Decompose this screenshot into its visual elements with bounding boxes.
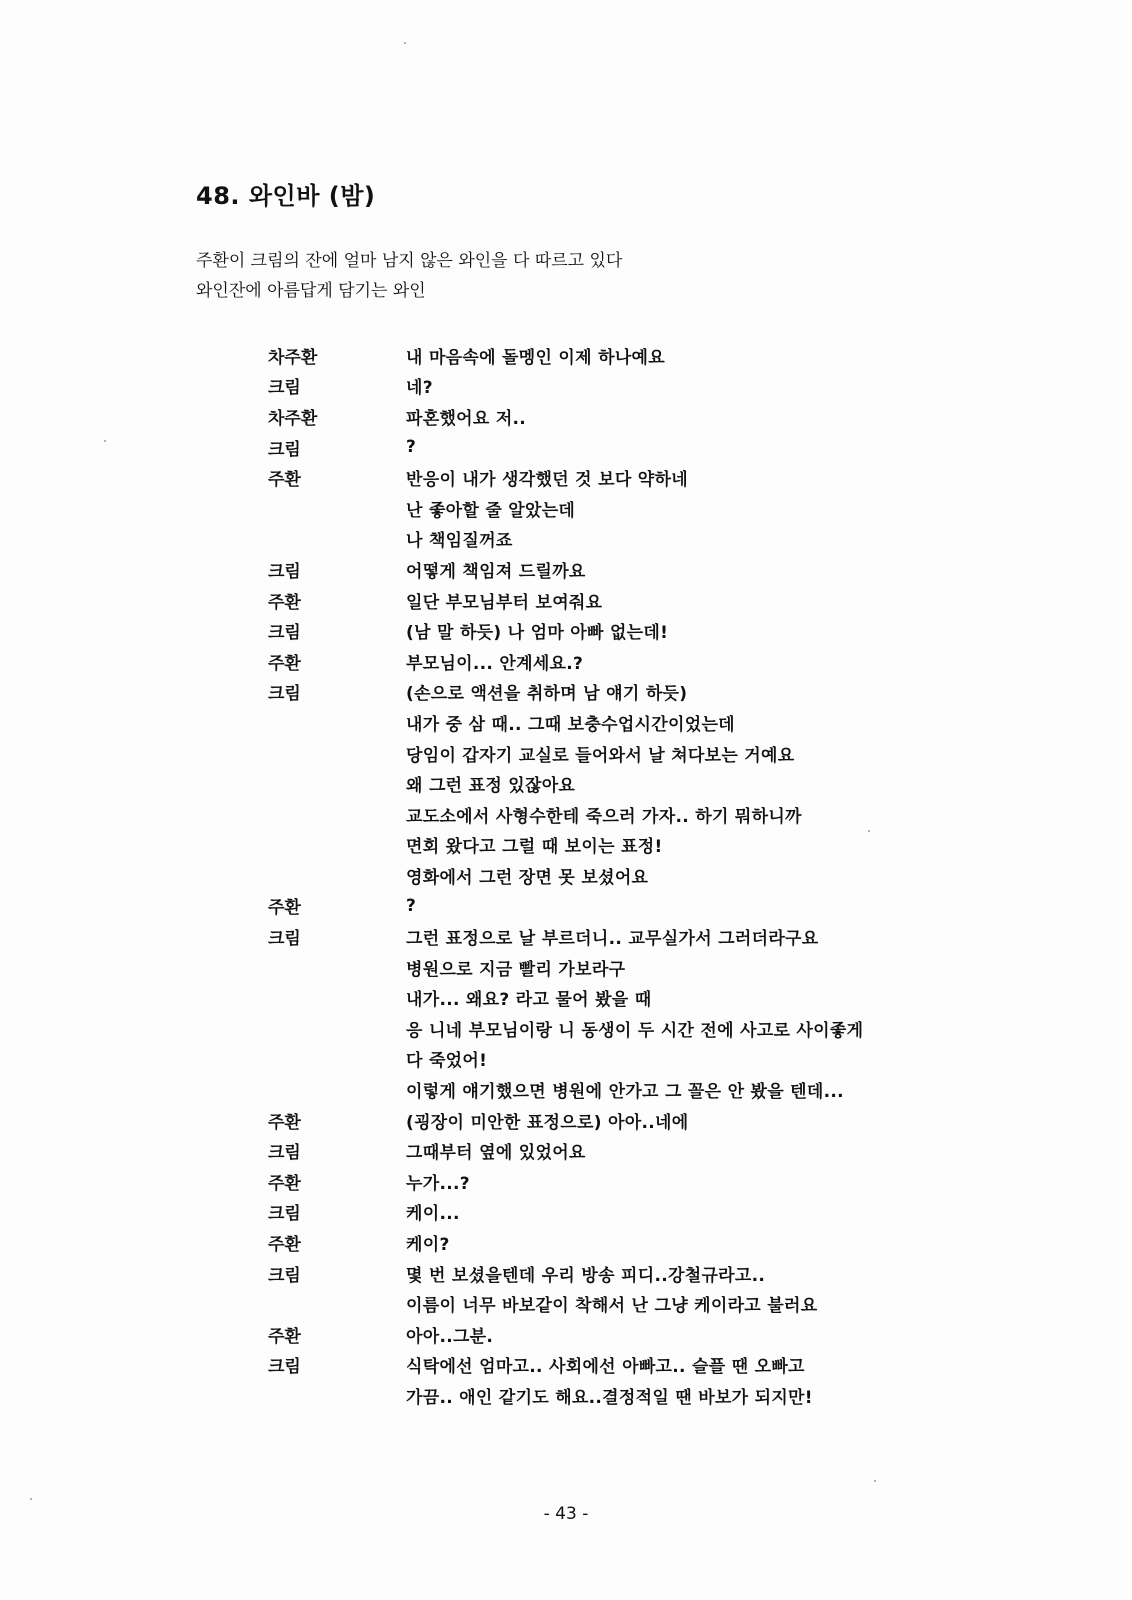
dialogue-text: 이렇게 얘기했으면 병원에 안가고 그 꼴은 안 봤을 텐데... — [406, 1082, 844, 1103]
dialogue-text: 아아..그분. — [406, 1326, 494, 1347]
dialogue-text: 당임이 갑자기 교실로 들어와서 날 쳐다보는 거예요 — [406, 745, 795, 766]
speaker-name: 크림 — [268, 1204, 301, 1225]
dialogue-line — [268, 677, 968, 708]
speaker-name: 주환 — [268, 898, 301, 919]
dialogue-text: 내 마음속에 돌멩인 이제 하나예요 — [406, 347, 665, 368]
dialogue-text: ? — [406, 437, 417, 458]
dialogue-line — [268, 1105, 968, 1136]
dialogue-line — [268, 921, 968, 952]
speaker-name: 차주환 — [268, 347, 318, 368]
dialogue-line — [268, 1044, 968, 1075]
dialogue-text: 그런 표정으로 날 부르더니.. 교무실가서 그러더라구요 — [406, 929, 819, 950]
dialogue-text: 일단 부모님부터 보여줘요 — [406, 592, 603, 613]
dialogue-line — [268, 799, 968, 830]
speaker-name: 주환 — [268, 653, 301, 674]
dialogue-text: 교도소에서 사형수한테 죽으러 가자.. 하기 뭐하니까 — [406, 806, 802, 827]
dialogue-text: 식탁에선 엄마고.. 사회에선 아빠고.. 슬플 땐 오빠고 — [406, 1357, 805, 1378]
dialogue-line — [268, 982, 968, 1013]
dialogue-line — [268, 860, 968, 891]
dialogue-line — [268, 1197, 968, 1228]
dialogue-line — [268, 340, 968, 371]
dialogue-text: 반응이 내가 생각했던 것 보다 약하네 — [406, 470, 688, 491]
dialogue-line — [268, 1013, 968, 1044]
dialogue-line — [268, 585, 968, 616]
dialogue-line — [268, 1135, 968, 1166]
speaker-name: 크림 — [268, 1143, 301, 1164]
dialogue-text: 나 책임질꺼죠 — [406, 531, 513, 552]
speaker-name: 주환 — [268, 592, 301, 613]
dialogue-line — [268, 738, 968, 769]
dialogue-text: 응 니네 부모님이랑 니 동생이 두 시간 전에 사고로 사이좋게 — [406, 1020, 864, 1041]
dialogue-line — [268, 1227, 968, 1258]
dialogue-line — [268, 554, 968, 585]
dialogue-line — [268, 1380, 968, 1411]
dialogue-text: 케이? — [406, 1235, 450, 1256]
dialogue-line — [268, 1074, 968, 1105]
dialogue-line — [268, 1350, 968, 1381]
speaker-name: 차주환 — [268, 408, 318, 429]
dialogue-text: 내가... 왜요? 라고 물어 봤을 때 — [406, 990, 652, 1011]
dialogue-text: (손으로 액션을 취하며 남 얘기 하듯) — [406, 684, 688, 705]
dialogue-text: 영화에서 그런 장면 못 보셨어요 — [406, 867, 649, 888]
dialogue-line — [268, 891, 968, 922]
dialogue-line — [268, 768, 968, 799]
dialogue-text: 케이... — [406, 1204, 460, 1225]
speaker-name: 주환 — [268, 1326, 301, 1347]
speaker-name: 크림 — [268, 623, 301, 644]
scan-speck — [404, 42, 406, 44]
speaker-name: 크림 — [268, 561, 301, 582]
scene-heading: 48. 와인바 (밤) — [196, 182, 376, 210]
dialogue-text: 다 죽었어! — [406, 1051, 488, 1072]
speaker-name: 크림 — [268, 1357, 301, 1378]
speaker-name: 크림 — [268, 378, 301, 399]
dialogue-line — [268, 1319, 968, 1350]
dialogue-block — [268, 340, 968, 1411]
dialogue-text: 그때부터 옆에 있었어요 — [406, 1143, 586, 1164]
dialogue-line — [268, 830, 968, 861]
dialogue-line — [268, 401, 968, 432]
speaker-name: 크림 — [268, 929, 301, 950]
dialogue-text: 몇 번 보셨을텐데 우리 방송 피디..강철규라고.. — [406, 1265, 766, 1286]
dialogue-line — [268, 952, 968, 983]
speaker-name: 크림 — [268, 1265, 301, 1286]
page-number: - 43 - — [543, 1504, 589, 1524]
dialogue-line — [268, 493, 968, 524]
scan-speck — [104, 440, 106, 442]
dialogue-line — [268, 432, 968, 463]
dialogue-line — [268, 615, 968, 646]
dialogue-line — [268, 524, 968, 555]
speaker-name: 주환 — [268, 1112, 301, 1133]
dialogue-text: 병원으로 지금 빨리 가보라구 — [406, 959, 626, 980]
speaker-name: 주환 — [268, 1235, 301, 1256]
speaker-name: 주환 — [268, 470, 301, 491]
dialogue-text: 어떻게 책임져 드릴까요 — [406, 561, 586, 582]
dialogue-line — [268, 1258, 968, 1289]
dialogue-line — [268, 707, 968, 738]
dialogue-line — [268, 1288, 968, 1319]
dialogue-line — [268, 646, 968, 677]
dialogue-text: 부모님이... 안계세요.? — [406, 653, 584, 674]
speaker-name: 주환 — [268, 1173, 301, 1194]
dialogue-text: ? — [406, 895, 417, 916]
stage-direction: 와인잔에 아름답게 담기는 와인 — [196, 281, 426, 301]
dialogue-text: 면회 왔다고 그럴 때 보이는 표정! — [406, 837, 663, 858]
dialogue-text: 누가...? — [406, 1173, 470, 1194]
dialogue-text: 난 좋아할 줄 알았는데 — [406, 500, 576, 521]
dialogue-text: 가끔.. 애인 같기도 해요..결정적일 땐 바보가 되지만! — [406, 1387, 813, 1408]
scan-speck — [874, 1480, 876, 1482]
dialogue-text: 내가 중 삼 때.. 그때 보충수업시간이었는데 — [406, 714, 735, 735]
dialogue-text: 파혼했어요 저.. — [406, 408, 527, 429]
dialogue-text: (굉장이 미안한 표정으로) 아아..네에 — [406, 1112, 689, 1133]
dialogue-text: 이름이 너무 바보같이 착해서 난 그냥 케이라고 불러요 — [406, 1296, 818, 1317]
dialogue-line — [268, 462, 968, 493]
scan-speck — [30, 1498, 32, 1500]
dialogue-text: 네? — [406, 378, 433, 399]
dialogue-line — [268, 371, 968, 402]
dialogue-line — [268, 1166, 968, 1197]
speaker-name: 크림 — [268, 684, 301, 705]
dialogue-text: 왜 그런 표정 있잖아요 — [406, 776, 576, 797]
stage-direction: 주환이 크림의 잔에 얼마 남지 않은 와인을 다 따르고 있다 — [196, 251, 623, 271]
dialogue-text: (남 말 하듯) 나 엄마 아빠 없는데! — [406, 623, 669, 644]
speaker-name: 크림 — [268, 439, 301, 460]
